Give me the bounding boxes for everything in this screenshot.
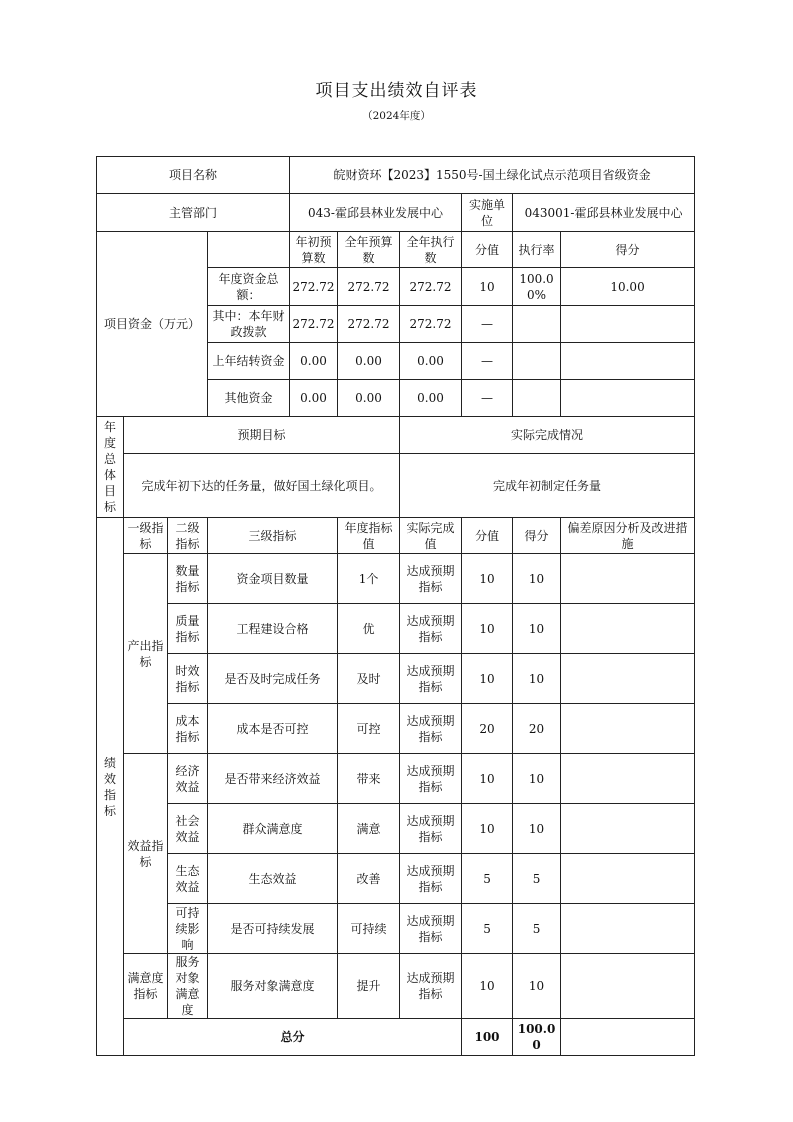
funds-header-full: 全年预算数 [338,232,400,268]
ind-header-score-value: 分值 [462,518,513,554]
ind-level2: 社会效益 [168,804,208,854]
funds-row-rate [513,380,561,417]
ind-header-level3: 三级指标 [208,518,338,554]
ind-score-value: 10 [462,954,513,1019]
ind-level2: 成本指标 [168,704,208,754]
ind-actual: 达成预期指标 [400,604,462,654]
ind-analysis [561,804,695,854]
ind-group-label: 满意度指标 [124,954,168,1019]
ind-analysis [561,954,695,1019]
ind-level3: 生态效益 [208,854,338,904]
unit-value: 043001-霍邱县林业发展中心 [513,194,695,232]
ind-actual: 达成预期指标 [400,804,462,854]
ind-level3: 成本是否可控 [208,704,338,754]
funds-row-initial: 272.72 [290,268,338,306]
ind-level3: 服务对象满意度 [208,954,338,1019]
funds-row-exec: 272.72 [400,268,462,306]
ind-group-label: 效益指标 [124,754,168,954]
ind-level2: 生态效益 [168,854,208,904]
funds-header-blank [208,232,290,268]
ind-level2: 可持续影响 [168,904,208,954]
funds-row-score-value: — [462,343,513,380]
ind-actual: 达成预期指标 [400,904,462,954]
total-score-value: 100 [462,1019,513,1056]
ind-annual: 提升 [338,954,400,1019]
dept-value: 043-霍邱县林业发展中心 [290,194,462,232]
ind-level2: 质量指标 [168,604,208,654]
ind-actual: 达成预期指标 [400,854,462,904]
funds-row-rate [513,306,561,343]
goals-actual-header: 实际完成情况 [400,417,695,454]
page-subtitle: （2024年度） [362,110,431,122]
ind-annual: 可持续 [338,904,400,954]
ind-header-actual: 实际完成值 [400,518,462,554]
ind-analysis [561,604,695,654]
ind-annual: 满意 [338,804,400,854]
ind-header-level2: 二级指标 [168,518,208,554]
ind-actual: 达成预期指标 [400,704,462,754]
ind-header-score: 得分 [513,518,561,554]
ind-level2: 经济效益 [168,754,208,804]
ind-actual: 达成预期指标 [400,954,462,1019]
funds-row-full: 272.72 [338,268,400,306]
funds-row-score [561,306,695,343]
funds-header-score-value: 分值 [462,232,513,268]
funds-row-initial: 0.00 [290,380,338,417]
ind-score: 10 [513,654,561,704]
goals-expected-header: 预期目标 [124,417,400,454]
ind-level2: 服务对象满意度 [168,954,208,1019]
ind-score: 10 [513,954,561,1019]
ind-analysis [561,704,695,754]
funds-row-score [561,380,695,417]
funds-row-initial: 0.00 [290,343,338,380]
ind-score-value: 5 [462,904,513,954]
funds-header-exec: 全年执行数 [400,232,462,268]
unit-label: 实施单位 [462,194,513,232]
funds-header-score: 得分 [561,232,695,268]
funds-row-score-value: — [462,306,513,343]
ind-header-analysis: 偏差原因分析及改进措施 [561,518,695,554]
ind-actual: 达成预期指标 [400,554,462,604]
ind-level3: 资金项目数量 [208,554,338,604]
ind-annual: 及时 [338,654,400,704]
ind-level3: 工程建设合格 [208,604,338,654]
funds-row-label: 其他资金 [208,380,290,417]
ind-level2: 时效指标 [168,654,208,704]
funds-header-rate: 执行率 [513,232,561,268]
ind-analysis [561,654,695,704]
total-score: 100.00 [513,1019,561,1056]
project-name-value: 皖财资环【2023】1550号-国土绿化试点示范项目省级资金 [290,157,695,194]
funds-row-score-value: — [462,380,513,417]
funds-row-rate: 100.00% [513,268,561,306]
ind-analysis [561,554,695,604]
ind-actual: 达成预期指标 [400,754,462,804]
ind-annual: 可控 [338,704,400,754]
ind-actual: 达成预期指标 [400,654,462,704]
ind-header-level1: 一级指标 [124,518,168,554]
ind-analysis [561,904,695,954]
ind-score: 20 [513,704,561,754]
ind-group-label: 产出指标 [124,554,168,754]
funds-row-full: 0.00 [338,343,400,380]
funds-row-full: 272.72 [338,306,400,343]
ind-level3: 是否带来经济效益 [208,754,338,804]
goals-label: 年度总体目标 [97,417,124,518]
ind-score-value: 10 [462,654,513,704]
ind-header-annual: 年度指标值 [338,518,400,554]
ind-score: 10 [513,754,561,804]
ind-score: 10 [513,604,561,654]
funds-row-rate [513,343,561,380]
page-title: 项目支出绩效自评表 [315,81,478,101]
ind-score-value: 10 [462,754,513,804]
goals-actual-text: 完成年初制定任务量 [400,454,695,518]
project-name-label: 项目名称 [97,157,290,194]
ind-score: 5 [513,854,561,904]
ind-score-value: 10 [462,604,513,654]
funds-header-initial: 年初预算数 [290,232,338,268]
ind-analysis [561,754,695,804]
ind-score-value: 10 [462,804,513,854]
dept-label: 主管部门 [97,194,290,232]
ind-score: 10 [513,554,561,604]
ind-score: 5 [513,904,561,954]
funds-row-label: 其中：本年财政拨款 [208,306,290,343]
ind-annual: 带来 [338,754,400,804]
funds-row-score: 10.00 [561,268,695,306]
funds-label: 项目资金（万元） [97,232,208,417]
funds-row-label: 上年结转资金 [208,343,290,380]
funds-row-score [561,343,695,380]
ind-annual: 优 [338,604,400,654]
evaluation-table [96,156,695,1056]
funds-row-score-value: 10 [462,268,513,306]
funds-row-full: 0.00 [338,380,400,417]
ind-level3: 群众满意度 [208,804,338,854]
ind-score-value: 10 [462,554,513,604]
total-label: 总分 [124,1019,462,1056]
funds-row-exec: 0.00 [400,380,462,417]
ind-annual: 改善 [338,854,400,904]
funds-row-exec: 0.00 [400,343,462,380]
ind-annual: 1个 [338,554,400,604]
funds-row-exec: 272.72 [400,306,462,343]
goals-expected-text: 完成年初下达的任务量，做好国土绿化项目。 [124,454,400,518]
ind-level2: 数量指标 [168,554,208,604]
total-analysis [561,1019,695,1056]
funds-row-label: 年度资金总额： [208,268,290,306]
ind-score: 10 [513,804,561,854]
ind-score-value: 5 [462,854,513,904]
ind-level3: 是否及时完成任务 [208,654,338,704]
ind-level3: 是否可持续发展 [208,904,338,954]
indicators-label: 绩效指标 [97,518,124,1056]
ind-score-value: 20 [462,704,513,754]
ind-analysis [561,854,695,904]
funds-row-initial: 272.72 [290,306,338,343]
